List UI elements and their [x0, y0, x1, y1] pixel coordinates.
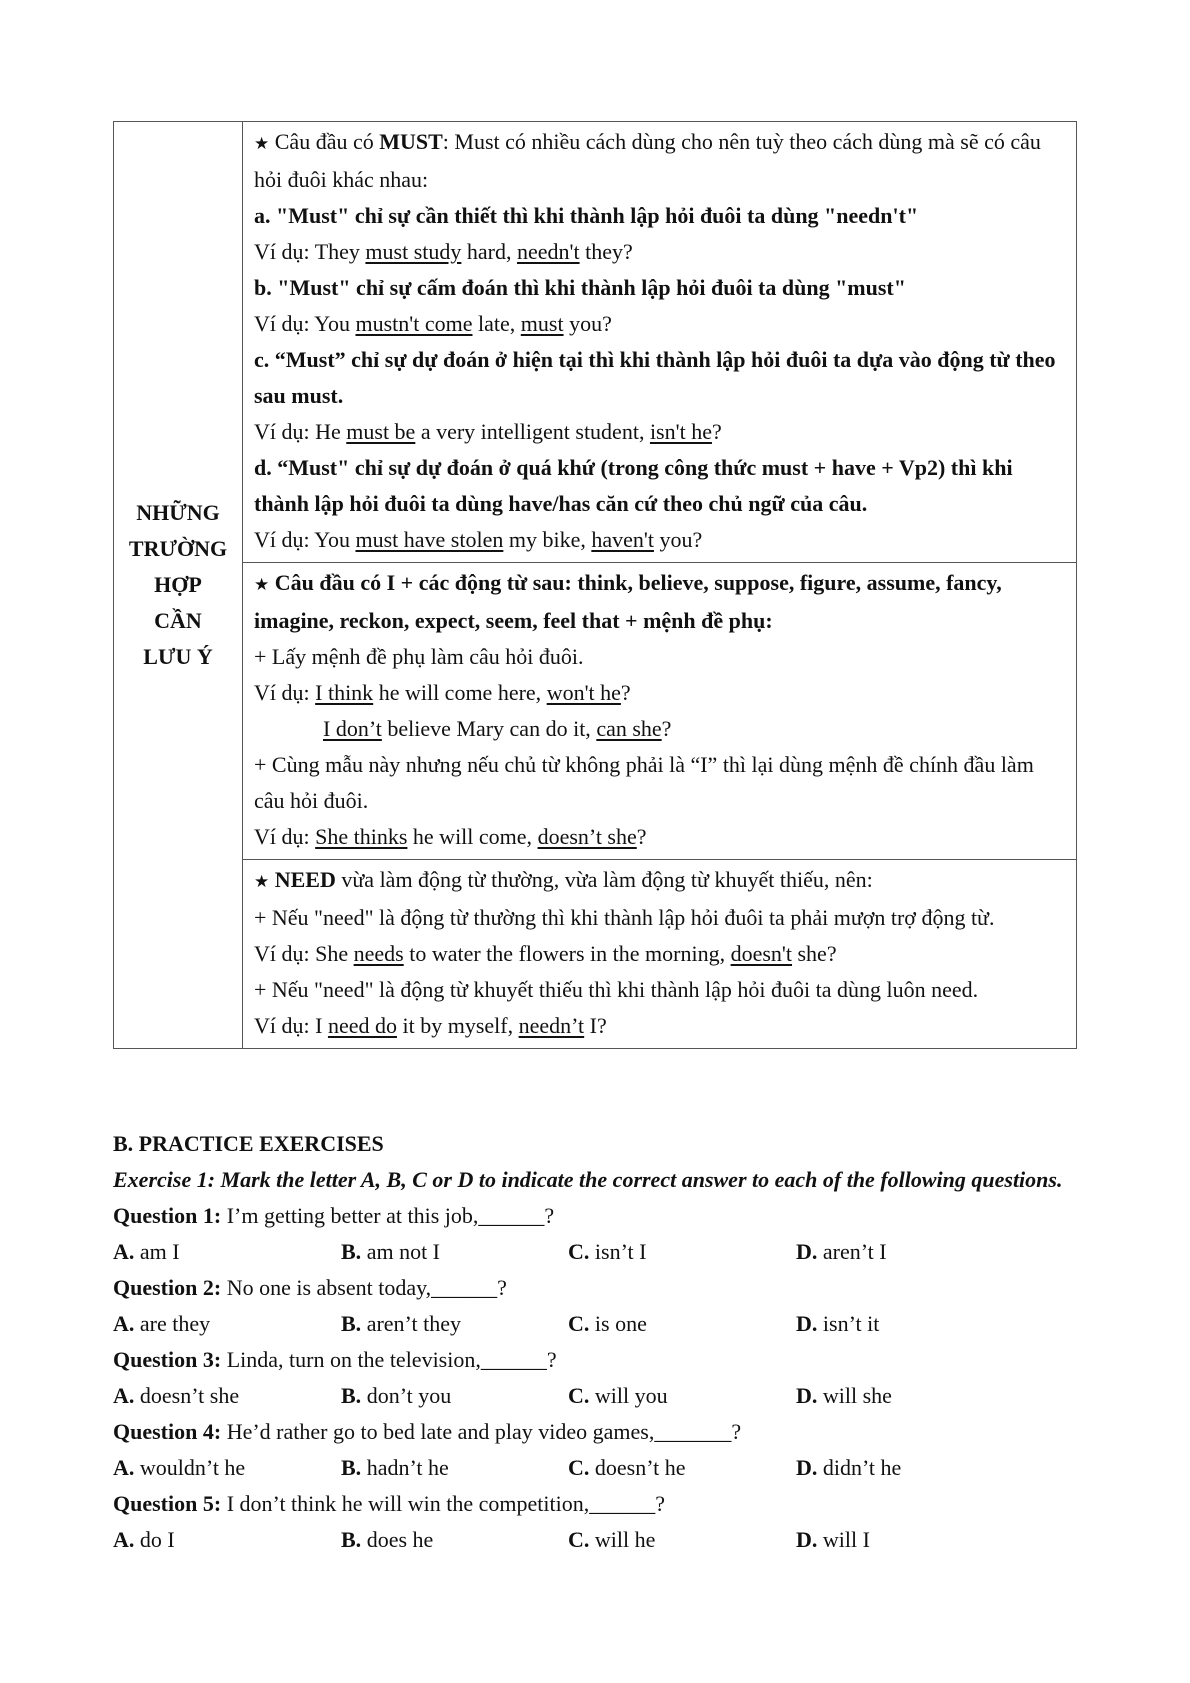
- exercise-instruction: Exercise 1: Mark the letter A, B, C or D to indicate the correct answer to each of the following questions.: [113, 1167, 1063, 1192]
- option-a[interactable]: A. are they: [113, 1311, 211, 1336]
- option-c[interactable]: C. isn’t I: [568, 1239, 647, 1264]
- must-a-heading: a. "Must" chỉ sự cần thiết thì khi thành lập hỏi đuôi ta dùng "needn't": [254, 203, 919, 228]
- option-b[interactable]: B. does he: [341, 1527, 434, 1552]
- option-a[interactable]: A. am I: [113, 1239, 180, 1264]
- must-intro: ★ Câu đầu có MUST: Must có nhiều cách dùng cho nên tuỳ theo cách dùng mà sẽ có câu hỏi đuôi khác nhau:: [254, 129, 1041, 192]
- question-text: Question 2: No one is absent today,______?: [113, 1275, 507, 1300]
- need-rule-2: + Nếu "need" là động từ khuyết thiếu thì khi thành lập hỏi đuôi ta dùng luôn need.: [254, 977, 979, 1002]
- must-b-heading: b. "Must" chỉ sự cấm đoán thì khi thành lập hỏi đuôi ta dùng "must": [254, 275, 906, 300]
- grammar-table: [113, 121, 1077, 1049]
- category-cell: [114, 122, 243, 1049]
- section-title: B. PRACTICE EXERCISES: [113, 1131, 384, 1156]
- need-example-2: Ví dụ: I need do it by myself, needn’t I?: [254, 1013, 607, 1038]
- option-d[interactable]: D. isn’t it: [796, 1311, 880, 1336]
- answer-options: [113, 1378, 1073, 1414]
- option-d[interactable]: D. aren’t I: [796, 1239, 887, 1264]
- option-a[interactable]: A. do I: [113, 1527, 175, 1552]
- must-a-example: Ví dụ: They must study hard, needn't they?: [254, 239, 633, 264]
- must-section: [243, 122, 1077, 563]
- question-1: [113, 1198, 1073, 1270]
- answer-options: [113, 1522, 1073, 1558]
- star-icon: ★: [254, 575, 270, 595]
- option-d[interactable]: D. didn’t he: [796, 1455, 902, 1480]
- think-section: [243, 563, 1077, 860]
- answer-options: [113, 1234, 1073, 1270]
- question-text: Question 5: I don’t think he will win the competition,______?: [113, 1491, 666, 1516]
- must-c-example: Ví dụ: He must be a very intelligent student, isn't he?: [254, 419, 722, 444]
- practice-section: [113, 1126, 1073, 1558]
- option-c[interactable]: C. is one: [568, 1311, 647, 1336]
- option-c[interactable]: C. doesn’t he: [568, 1455, 686, 1480]
- question-2: [113, 1270, 1073, 1342]
- star-icon: ★: [254, 134, 270, 154]
- need-example-1: Ví dụ: She needs to water the flowers in the morning, doesn't she?: [254, 941, 837, 966]
- must-b-example: Ví dụ: You mustn't come late, must you?: [254, 311, 612, 336]
- think-example-1: Ví dụ: I think he will come here, won't he?: [254, 680, 631, 705]
- answer-options: [113, 1306, 1073, 1342]
- answer-options: [113, 1450, 1073, 1486]
- star-icon: ★: [254, 872, 270, 892]
- question-text: Question 1: I’m getting better at this job,______?: [113, 1203, 555, 1228]
- option-a[interactable]: A. doesn’t she: [113, 1383, 240, 1408]
- need-intro: ★ NEED vừa làm động từ thường, vừa làm động từ khuyết thiếu, nên:: [254, 867, 873, 892]
- think-example-2: I don’t believe Mary can do it, can she?: [323, 716, 672, 741]
- option-d[interactable]: D. will she: [796, 1383, 892, 1408]
- option-d[interactable]: D. will I: [796, 1527, 870, 1552]
- option-a[interactable]: A. wouldn’t he: [113, 1455, 246, 1480]
- option-c[interactable]: C. will you: [568, 1383, 668, 1408]
- question-3: [113, 1342, 1073, 1414]
- option-c[interactable]: C. will he: [568, 1527, 656, 1552]
- question-4: [113, 1414, 1073, 1486]
- must-c-heading: c. “Must” chỉ sự dự đoán ở hiện tại thì khi thành lập hỏi đuôi ta dựa vào động từ theo sau must.: [254, 347, 1056, 408]
- option-b[interactable]: B. hadn’t he: [341, 1455, 449, 1480]
- think-heading: ★ Câu đầu có I + các động từ sau: think, believe, suppose, figure, assume, fancy, imagine, reckon, expect, seem, feel that + mệnh đề phụ:: [254, 570, 1002, 633]
- think-rule-2: + Cùng mẫu này nhưng nếu chủ từ không phải là “I” thì lại dùng mệnh đề chính đầu làm câu hỏi đuôi.: [254, 752, 1034, 813]
- option-b[interactable]: B. don’t you: [341, 1383, 452, 1408]
- must-d-example: Ví dụ: You must have stolen my bike, haven't you?: [254, 527, 703, 552]
- option-b[interactable]: B. am not I: [341, 1239, 441, 1264]
- question-5: [113, 1486, 1073, 1558]
- must-d-heading: d. “Must" chỉ sự dự đoán ở quá khứ (trong công thức must + have + Vp2) thì khi thành lập hỏi đuôi ta dùng have/has căn cứ theo chủ ngữ của câu.: [254, 455, 1013, 516]
- need-rule-1: + Nếu "need" là động từ thường thì khi thành lập hỏi đuôi ta phải mượn trợ động từ.: [254, 905, 995, 930]
- category-label: NHỮNG TRƯỜNG HỢP CẦN LƯU Ý: [128, 500, 228, 669]
- question-text: Question 3: Linda, turn on the television,______?: [113, 1347, 557, 1372]
- need-section: [243, 860, 1077, 1049]
- think-example-3: Ví dụ: She thinks he will come, doesn’t she?: [254, 824, 647, 849]
- think-rule-1: + Lấy mệnh đề phụ làm câu hỏi đuôi.: [254, 644, 584, 669]
- question-text: Question 4: He’d rather go to bed late and play video games,_______?: [113, 1419, 742, 1444]
- option-b[interactable]: B. aren’t they: [341, 1311, 461, 1336]
